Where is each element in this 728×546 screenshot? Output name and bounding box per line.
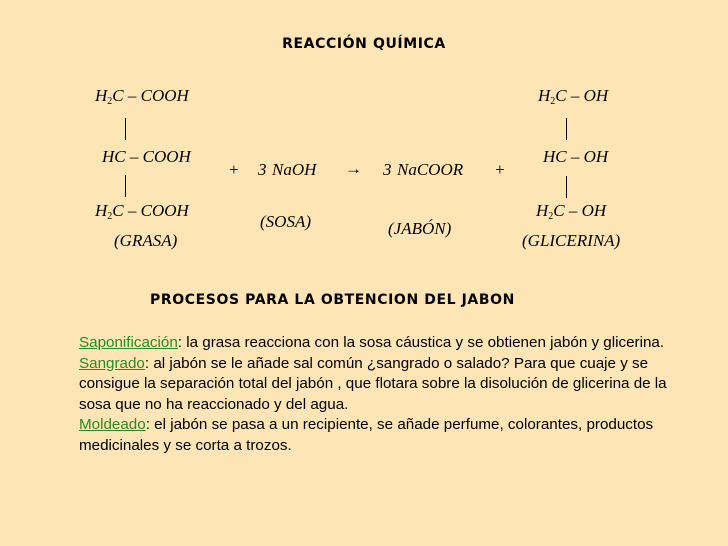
process-bleeding (79, 354, 669, 416)
fat-row-3: $H_2C$ – COOH (95, 201, 189, 222)
process-list (79, 333, 669, 456)
process-term[interactable]: Moldeado (79, 416, 146, 433)
naoh-coefficient: 3 (258, 160, 267, 179)
fat-row-1: $H_2C$ – COOH (95, 86, 189, 107)
naoh-label: (SOSA) (260, 212, 311, 231)
glycerin-row-3: $H_2C$ – OH (536, 201, 607, 222)
process-description: : al jabón se le añade sal común ¿sangrado o salado? Para que cuaje y se consigue la separación total del jabón , que flotara sobre la disolución de glicerina de la sosa que no ha reaccionado y del agua. (79, 354, 667, 413)
bond-line (125, 175, 126, 197)
page-title: REACCIÓN QUÍMICA (282, 36, 446, 52)
glycerin-label: (GLICERINA) (522, 231, 621, 250)
glycerin-row-1: $H_2C$ – OH (538, 86, 609, 107)
glycerin-row-2: HC – OH (543, 147, 609, 166)
process-term[interactable]: Saponificación (79, 334, 178, 351)
plus-sign: + (228, 160, 240, 179)
naoh-formula: NaOH (272, 160, 317, 179)
reaction-arrow: → (345, 159, 362, 178)
bond-line (125, 118, 126, 140)
process-molding (79, 415, 669, 456)
process-saponification (79, 333, 669, 354)
nacoor-formula: NaCOOR (397, 160, 464, 179)
section-subtitle: PROCESOS PARA LA OBTENCION DEL JABON (150, 292, 515, 308)
nacoor-coefficient: 3 (383, 160, 392, 179)
fat-label: (GRASA) (114, 231, 178, 250)
bond-line (566, 176, 567, 198)
process-term[interactable]: Sangrado (79, 354, 145, 372)
nacoor-label: (JABÓN) (388, 219, 452, 238)
bond-line (566, 118, 567, 140)
plus-sign: + (494, 160, 506, 179)
process-description: : la grasa reacciona con la sosa cáustica y se obtienen jabón y glicerina. (177, 334, 665, 351)
process-description: : el jabón se pasa a un recipiente, se añade perfume, colorantes, productos medicinales y se corta a trozos. (79, 416, 654, 454)
fat-row-2: HC – COOH (102, 147, 191, 166)
